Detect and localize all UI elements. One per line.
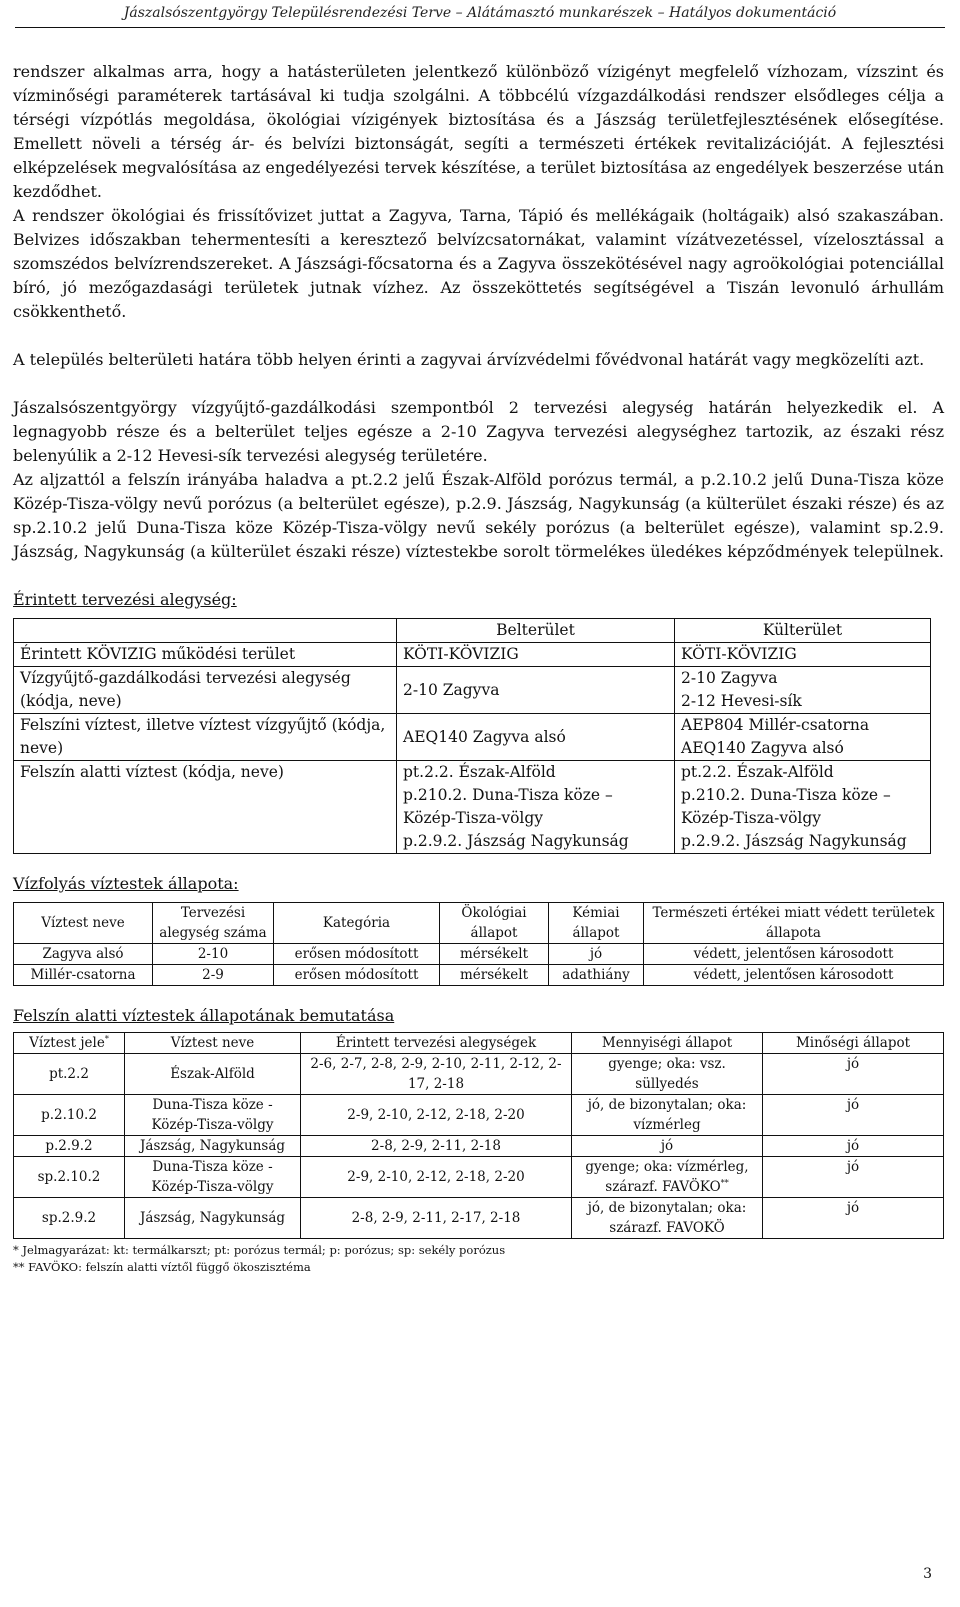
- paragraph: A település belterületi határa több helyen érinti a zagyvai árvízvédelmi fővédvonal határát vagy megközelíti azt.: [13, 350, 925, 369]
- page-header: [0, 0, 960, 32]
- table-header-row: Víztest jele* Víztest neve Érintett tervezési alegységek Mennyiségi állapot Minőségi állapot: [14, 1033, 944, 1054]
- table-header-row: Víztest neve Tervezési alegység száma Kategória Ökológiai állapot Kémiai állapot Természeti értékei miatt védett területek állapota: [14, 903, 944, 944]
- header-divider: [15, 27, 945, 28]
- paragraph: Jászalsószentgyörgy vízgyűjtő-gazdálkodási szempontból 2 tervezési alegység határán helyezkedik el. A legnagyobb része és a belterület teljes egésze a 2-10 Zagyva tervezési alegységhez tartozik, az északi rész belenyúlik a 2-12 Hevesi-sík tervezési alegység területére.: [13, 398, 944, 465]
- footnote: * Jelmagyarázat: kt: termálkarszt; pt: porózus termál; p: porózus; sp: sekély porózus: [13, 1243, 506, 1257]
- document-title: Jászalsószentgyörgy Településrendezési Terve – Alátámasztó munkarészek – Hatályos dokumentáció: [123, 5, 837, 21]
- header-kulterulet: Külterület: [675, 619, 931, 643]
- table-row: p.2.10.2 Duna-Tisza köze - Közép-Tisza-völgy 2-9, 2-10, 2-12, 2-18, 2-20 jó, de bizonytalan; oka: vízmérleg jó: [14, 1095, 944, 1136]
- footnotes: [13, 1242, 944, 1276]
- header-belterulet: Belterület: [397, 619, 675, 643]
- table-row: Millér-csatorna 2-9 erősen módosított mérsékelt adathiány védett, jelentősen károsodott: [14, 965, 944, 986]
- table-row: p.2.9.2 Jászság, Nagykunság 2-8, 2-9, 2-11, 2-18 jó jó: [14, 1136, 944, 1157]
- page-number: 3: [923, 1566, 932, 1582]
- table-header-row: [14, 619, 931, 643]
- table-row: sp.2.9.2 Jászság, Nagykunság 2-8, 2-9, 2-11, 2-17, 2-18 jó, de bizonytalan; oka: szárazf. FAVOKÖ jó: [14, 1198, 944, 1239]
- groundwater-status-table: [13, 1032, 944, 1239]
- row-label: Vízgyűjtő-gazdálkodási tervezési alegység (kódja, neve): [14, 667, 397, 714]
- page-content: [13, 60, 944, 1276]
- table-caption: Vízfolyás víztestek állapota:: [13, 874, 239, 893]
- row-label: Felszíni víztest, illetve víztest vízgyűjtő (kódja, neve): [14, 714, 397, 761]
- paragraph: rendszer alkalmas arra, hogy a hatásterületen jelentkező különböző vízigényt megfelelő vízhozam, vízszint és vízminőségi paraméterek tartásával ki tudja szolgálni. A többcélú vízgazdálkodási rendszer elsődleges célja a térségi vízpótlás megoldása, ökológiai vízigények biztosítása és a Jászság területfejlesztésének elősegítése. Emellett növeli a térség ár- és belvízi biztonságát, segíti a természeti értékek revitalizációját. A fejlesztési elképzelések megvalósítása az engedélyezési tervek készítése, a terület biztosítása az engedélyek beszerzése után kezdődhet.: [13, 62, 944, 201]
- table-row: pt.2.2 Észak-Alföld 2-6, 2-7, 2-8, 2-9, 2-10, 2-11, 2-12, 2-17, 2-18 gyenge; oka: vsz. süllyedés jó: [14, 1054, 944, 1095]
- table-caption: Érintett tervezési alegység:: [13, 590, 237, 609]
- table-row: Zagyva alsó 2-10 erősen módosított mérsékelt jó védett, jelentősen károsodott: [14, 944, 944, 965]
- table-caption: Felszín alatti víztestek állapotának bemutatása: [13, 1006, 395, 1025]
- table-row: Felszíni víztest, illetve víztest vízgyűjtő (kódja, neve) AEQ140 Zagyva alsó AEP804 Millér-csatorna AEQ140 Zagyva alsó: [14, 714, 931, 761]
- planning-unit-table: [13, 618, 931, 854]
- paragraph: A rendszer ökológiai és frissítővizet juttat a Zagyva, Tarna, Tápió és mellékágaik (holtágaik) alsó szakaszában. Belvizes időszakban tehermentesíti a keresztező belvízcsatornákat, valamint vízátvezetéssel, vízelosztással a szomszédos belvízrendszereket. A Jászsági-főcsatorna és a Zagyva összekötésével nagy agroökológiai potenciállal bíró, jó mezőgazdasági területek jutnak vízhez. Az összeköttetés segítségével a Tiszán levonuló árhullám csökkenthető.: [13, 206, 944, 321]
- table-row: Érintett KÖVIZIG működési terület KÖTI-KÖVIZIG KÖTI-KÖVIZIG: [14, 643, 931, 667]
- table-row: Felszín alatti víztest (kódja, neve) pt.2.2. Észak-Alföld p.210.2. Duna-Tisza köze – Közép-Tisza-völgy p.2.9.2. Jászság Nagykunság pt.2.2. Észak-Alföld p.210.2. Duna-Tisza köze – Közép-Tisza-völgy p.2.9.2. Jászság Nagykunság: [14, 761, 931, 854]
- table-row: sp.2.10.2 Duna-Tisza köze - Közép-Tisza-völgy 2-9, 2-10, 2-12, 2-18, 2-20 gyenge; oka: vízmérleg, szárazf. FAVÖKO** jó: [14, 1157, 944, 1198]
- surface-water-status-table: [13, 902, 944, 986]
- table-row: Vízgyűjtő-gazdálkodási tervezési alegység (kódja, neve) 2-10 Zagyva 2-10 Zagyva 2-12 Hevesi-sík: [14, 667, 931, 714]
- paragraph: Az aljzattól a felszín irányába haladva a pt.2.2 jelű Észak-Alföld porózus termál, a p.2.10.2 jelű Duna-Tisza köze Közép-Tisza-völgy nevű porózus (a belterület egésze), p.2.9. Jászság, Nagykunság (a külterület északi része) és az sp.2.10.2 jelű Duna-Tisza köze Közép-Tisza-völgy nevű sekély porózus (a belterület egésze), valamint sp.2.9. Jászság, Nagykunság (a külterület északi része) víztestekbe sorolt törmelékes üledékes képződmények települnek.: [13, 470, 944, 561]
- row-label: Érintett KÖVIZIG működési terület: [14, 643, 397, 667]
- footnote: ** FAVÖKO: felszín alatti víztől függő ökoszisztéma: [13, 1260, 311, 1274]
- row-label: Felszín alatti víztest (kódja, neve): [14, 761, 397, 854]
